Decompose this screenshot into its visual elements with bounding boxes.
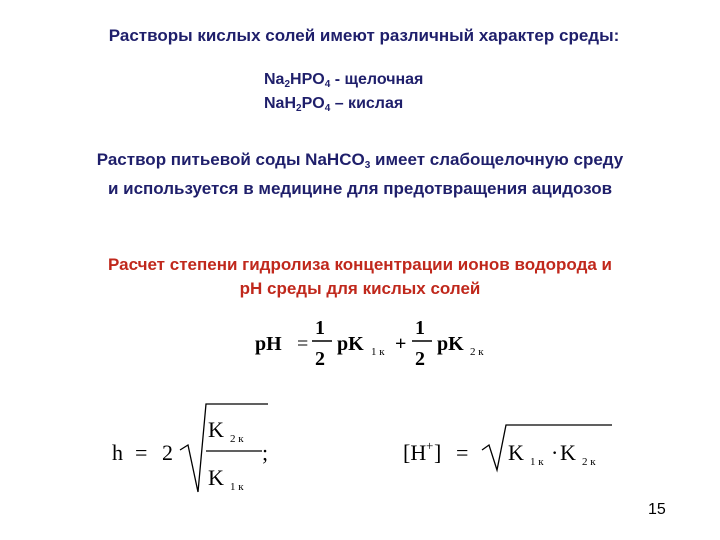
slide-heading: Растворы кислых солей имеют различный характер среды: [108,26,620,45]
f3-eq: = [456,440,469,465]
f2-radical-sign [180,404,268,492]
f1-term-2: pK [437,333,464,355]
f2-lhs: h [112,440,123,465]
salt-formula-sub: 2 [284,79,291,90]
salt-formula-sub: 4 [324,103,331,114]
f1-lhs: pH [255,333,282,355]
f3-sub1: 1 к [530,456,544,468]
calc-heading-line-2: pH среды для кислых солей [239,279,481,298]
f1-eq: = [297,333,309,355]
salt-formula-part: HPO [290,71,325,88]
soda-text: Раствор питьевой соды NaHCO [96,150,365,169]
page-number: 15 [648,501,666,518]
salt-formula-sub: 2 [296,103,302,114]
f1-term-1: pK [337,333,364,355]
f3-sub2: 2 к [582,456,596,468]
soda-line-2: и используется в медицине для предотвращения ацидозов [107,179,613,198]
f3-k1: K [508,440,524,465]
f2-coef: 2 [162,440,173,465]
f1-num-2: 1 [415,317,425,339]
f1-plus: + [395,333,407,355]
f1-num-1: 1 [315,317,325,339]
f2-num-sub: 2 к [230,433,244,445]
salt-formula-part: NaH [264,95,297,112]
f3-lhs-sup: + [426,438,434,453]
f2-den-k: K [208,465,224,490]
f1-den-2: 2 [415,348,425,370]
f3-k2: K [560,440,576,465]
f2-eq: = [135,440,148,465]
f3-lhs-close: ] [434,440,442,465]
f2-den-sub: 1 к [230,481,244,493]
f2-num-k: K [208,417,224,442]
salt-description: - щелочная [330,71,424,88]
soda-text: имеет слабощелочную среду [370,150,624,169]
soda-sub: 3 [364,160,371,171]
f3-dot: · [551,440,559,465]
f2-semicolon: ; [262,440,269,465]
f1-den-1: 2 [315,348,325,370]
calc-heading-line-1: Расчет степени гидролиза концентрации ионов водорода и [108,255,612,274]
salt-formula-part: Na [264,71,285,88]
f1-sub-1: 1 к [371,346,385,358]
salt-formula-part: PO [301,95,325,112]
salt-formula-sub: 4 [324,79,331,90]
salt-description: – кислая [330,95,404,112]
f3-lhs-open: [H [403,440,427,465]
f1-sub-2: 2 к [470,346,484,358]
